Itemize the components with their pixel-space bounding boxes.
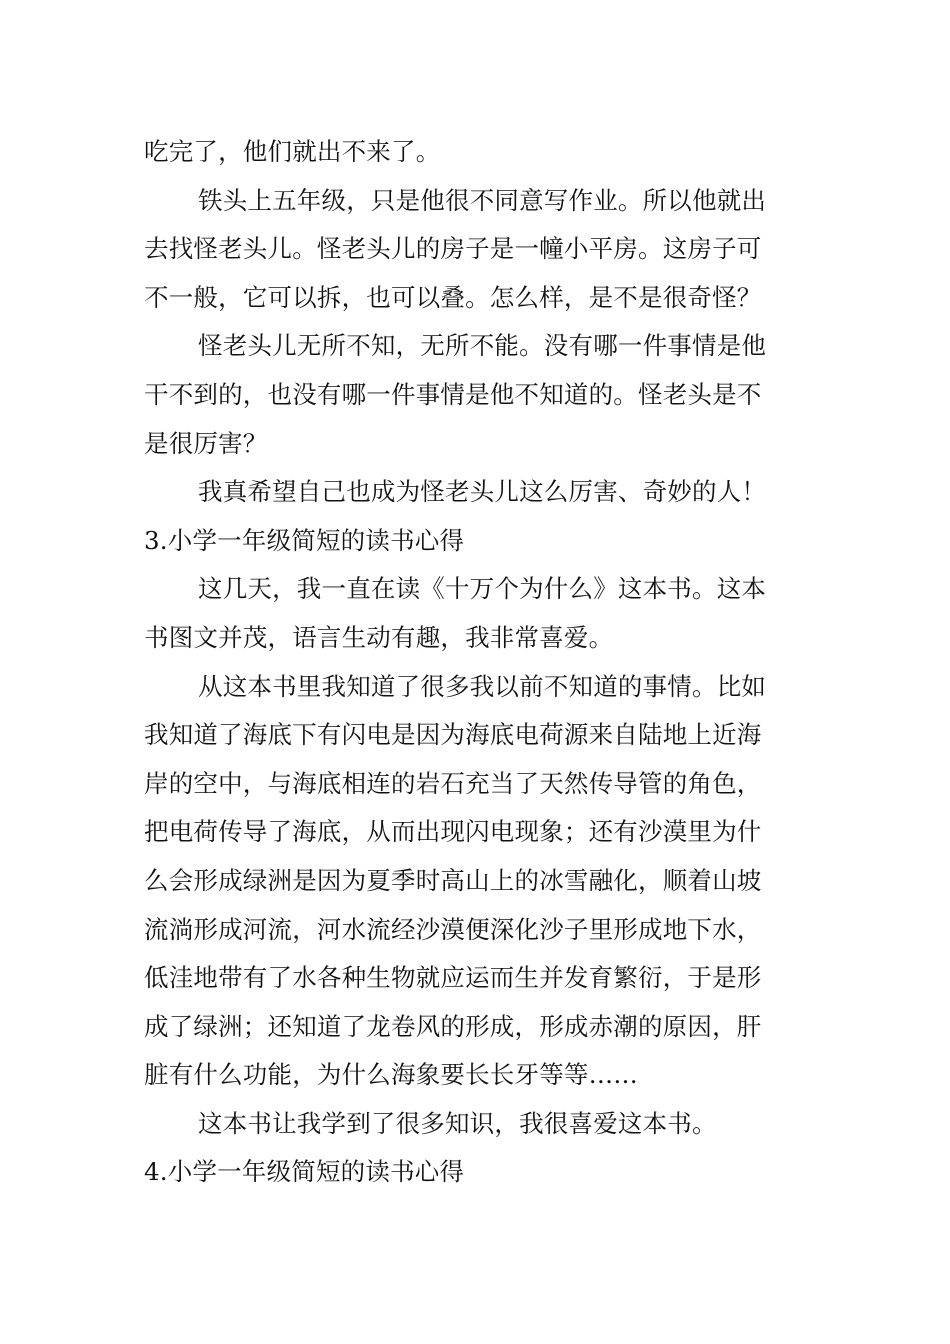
text-line: 把电荷传导了海底，从而出现闪电现象；还有沙漠里为什 [144,817,762,847]
paragraph-continuation [144,128,814,177]
paragraph-conclusion [144,1100,814,1149]
text-line: 岸的空中，与海底相连的岩石充当了天然传导管的角色， [144,768,762,798]
text-line: 脏有什么功能，为什么海象要长长牙等等…… [144,1060,638,1090]
heading-text: 4.小学一年级简短的读书心得 [144,1157,465,1187]
text-line: 低洼地带有了水各种生物就应运而生并发育繁衍，于是形 [144,963,762,993]
section-heading-4 [144,1148,814,1197]
text-line: 不一般，它可以拆，也可以叠。怎么样，是不是很奇怪？ [144,282,762,312]
paragraph-guailaotou [144,322,814,468]
document-body [144,128,814,1197]
text-line: 我真希望自己也成为怪老头儿这么厉害、奇妙的人！ [198,477,767,507]
text-line: 这几天，我一直在读《十万个为什么》这本书。这本 [198,574,767,604]
paragraph-tietou [144,177,814,323]
text-line: 干不到的，也没有哪一件事情是他不知道的。怪老头是不 [144,379,762,409]
text-line: 铁头上五年级，只是他很不同意写作业。所以他就出 [198,185,767,215]
text-line: 书图文并茂，语言生动有趣，我非常喜爱。 [144,622,614,652]
heading-text: 3.小学一年级简短的读书心得 [144,525,465,555]
text-line: 吃完了，他们就出不来了。 [144,137,441,166]
text-line: 流淌形成河流，河水流经沙漠便深化沙子里形成地下水， [144,914,762,944]
text-line: 么会形成绿洲是因为夏季时高山上的冰雪融化，顺着山坡 [144,865,762,895]
text-line: 去找怪老头儿。怪老头儿的房子是一幢小平房。这房子可 [144,234,762,264]
paragraph-book-intro [144,565,814,662]
text-line: 这本书让我学到了很多知识，我很喜爱这本书。 [198,1108,717,1138]
section-heading-3 [144,517,814,566]
text-line: 怪老头儿无所不知，无所不能。没有哪一件事情是他 [198,331,767,361]
text-line: 是很厉害？ [144,428,268,458]
text-line: 从这本书里我知道了很多我以前不知道的事情。比如 [198,671,767,701]
text-line: 我知道了海底下有闪电是因为海底电荷源来自陆地上近海 [144,720,762,750]
paragraph-book-knowledge [144,663,814,1100]
text-line: 成了绿洲；还知道了龙卷风的形成，形成赤潮的原因，肝 [144,1011,762,1041]
paragraph-wish [144,468,814,517]
